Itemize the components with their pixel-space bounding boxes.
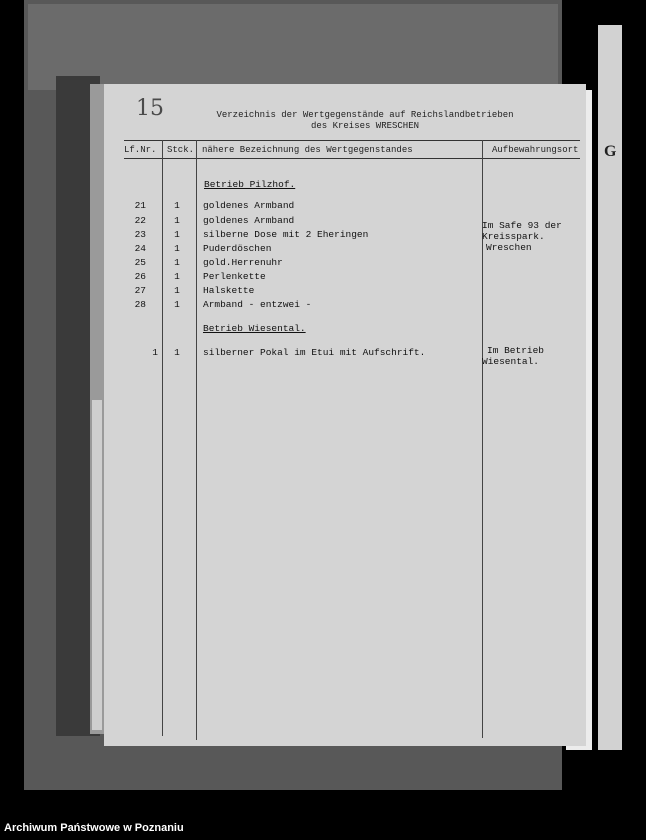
row-description: Puderdöschen	[203, 243, 272, 254]
next-page-edge	[598, 25, 622, 750]
location-line: Wiesental.	[482, 356, 540, 367]
row-description: Perlenkette	[203, 271, 266, 282]
row-description: gold.Herrenuhr	[203, 257, 283, 268]
title-line-2: des Kreises WRESCHEN	[310, 121, 420, 131]
row-count: 1	[174, 299, 180, 310]
page-strip-light	[92, 400, 102, 730]
row-count: 1	[174, 271, 180, 282]
row-number: 25	[134, 257, 146, 268]
row-description: goldenes Armband	[203, 215, 295, 226]
row-number: 22	[134, 215, 146, 226]
archive-footer	[0, 818, 646, 840]
row-number: 23	[134, 229, 146, 240]
row-number: 24	[134, 243, 146, 254]
row-count: 1	[174, 285, 180, 296]
row-description: goldenes Armband	[203, 200, 295, 211]
row-description: silberner Pokal im Etui mit Aufschrift.	[203, 347, 426, 358]
column-header-description: nähere Bezeichnung des Wertgegenstandes	[202, 145, 413, 155]
column-header-nr: Lf.Nr.	[124, 145, 157, 155]
row-count: 1	[174, 257, 180, 268]
section-heading-wiesental: Betrieb Wiesental.	[203, 323, 306, 334]
row-description: Armband - entzwei -	[203, 299, 312, 310]
row-count: 1	[174, 200, 180, 211]
row-count: 1	[174, 243, 180, 254]
column-divider-2	[196, 140, 197, 740]
row-number: 28	[134, 299, 146, 310]
row-description: silberne Dose mit 2 Eheringen	[203, 229, 369, 240]
document-title	[150, 110, 580, 132]
row-description: Halskette	[203, 285, 255, 296]
column-header-stck: Stck.	[167, 145, 195, 155]
back-sheet	[28, 4, 558, 90]
column-header-location: Aufbewahrungsort	[492, 145, 579, 155]
row-count: 1	[174, 347, 180, 358]
row-number: 27	[134, 285, 146, 296]
header-bottom-rule	[124, 158, 580, 159]
next-page-glyph: G	[604, 143, 617, 160]
table-top-rule	[124, 140, 580, 141]
row-number: 1	[152, 347, 158, 358]
archive-name: Archiwum Państwowe w Poznaniu	[4, 822, 184, 834]
location-line: Im Safe 93 der	[482, 220, 562, 231]
document-page	[104, 84, 586, 746]
section-heading-pilzhof: Betrieb Pilzhof.	[204, 179, 296, 190]
location-line: Kreisspark.	[482, 231, 545, 242]
column-divider-1	[162, 140, 163, 736]
row-number: 26	[134, 271, 146, 282]
handwritten-page-number: 15	[136, 96, 164, 121]
title-line-1: Verzeichnis der Wertgegenstände auf Reichslandbetrieben	[216, 110, 514, 120]
location-line: Im Betrieb	[487, 345, 545, 356]
row-number: 21	[134, 200, 146, 211]
location-line: Wreschen	[486, 242, 532, 253]
row-count: 1	[174, 229, 180, 240]
row-count: 1	[174, 215, 180, 226]
